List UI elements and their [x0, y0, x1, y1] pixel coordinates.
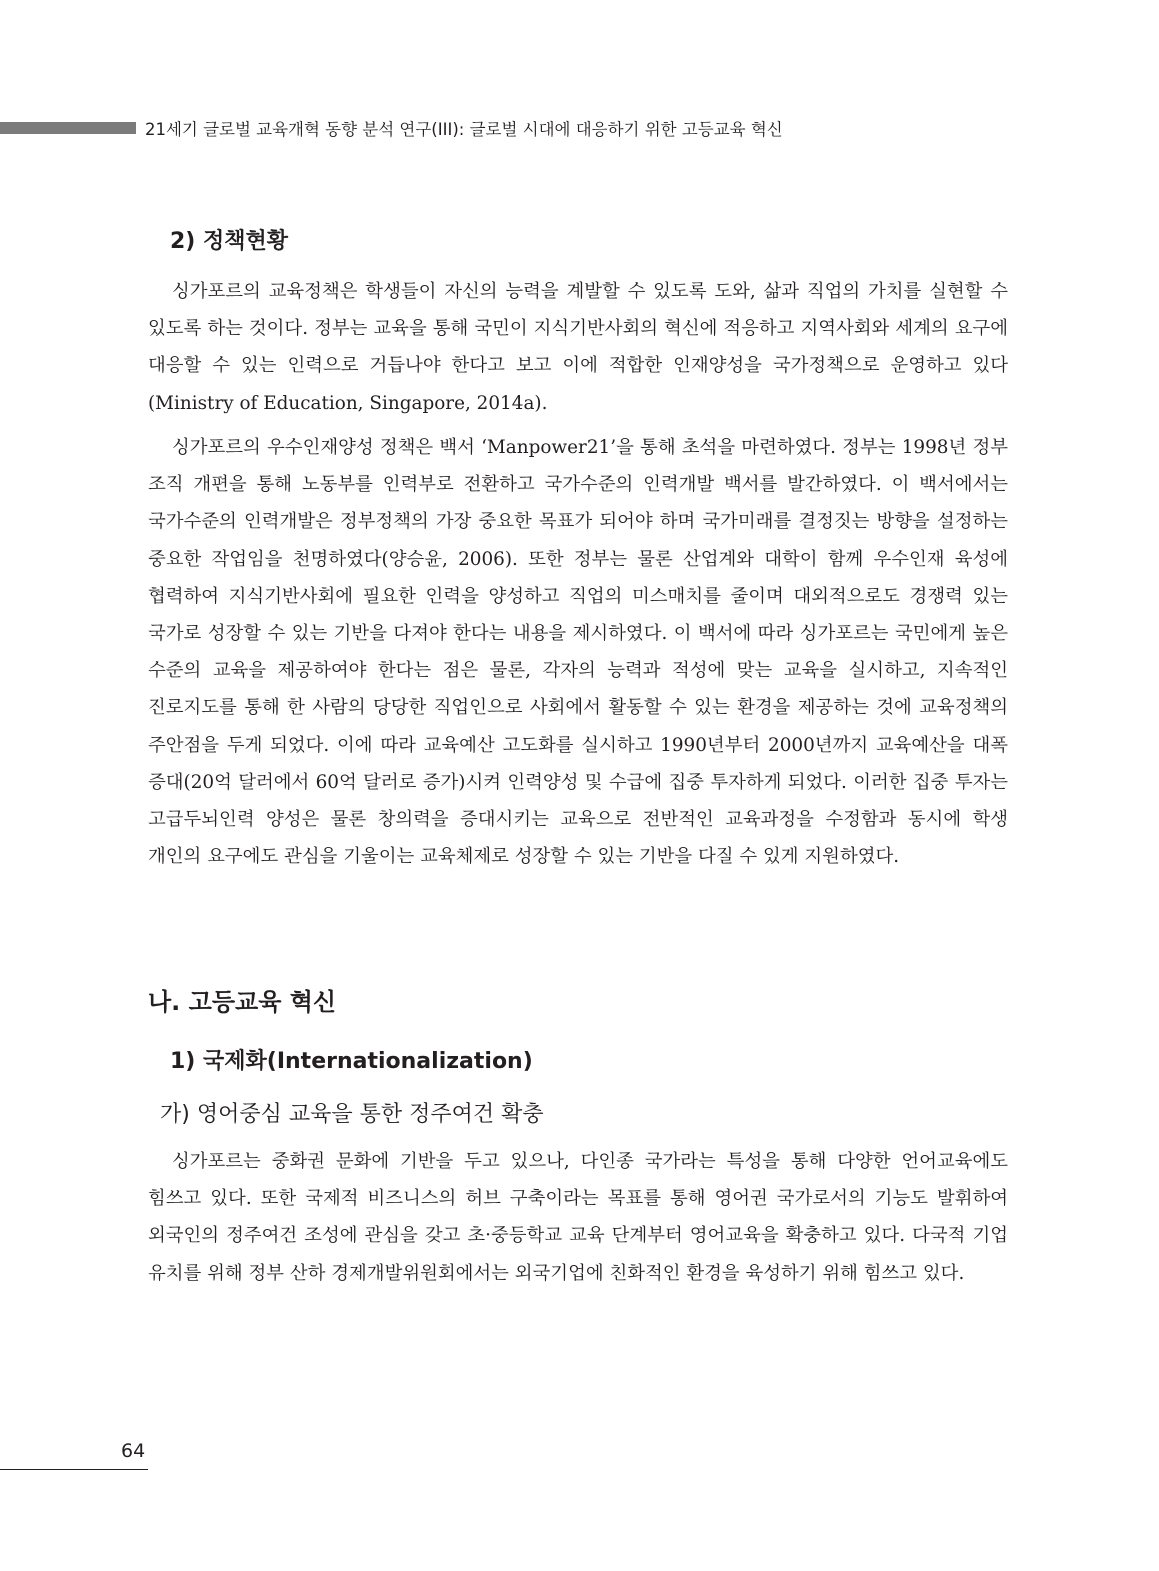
subsubsection-heading-english: 가) 영어중심 교육을 통한 정주여건 확충: [160, 1102, 544, 1127]
paragraph-internationalization: 싱가포르는 중화권 문화에 기반을 두고 있으나, 다인종 국가라는 특성을 통해 다양한 언어교육에도 힘쓰고 있다. 또한 국제적 비즈니스의 허브 구축이라는 목표를 통해 영어권 국가로서의 기능도 발휘하여 외국인의 정주여건 조성에 관심을 갖고 초·중등학교 교육 단계부터 영어교육을 확충하고 있다. 다국적 기업 유치를 위해 정부 산하 경제개발위원회에서는 외국기업에 친화적인 환경을 육성하기 위해 힘쓰고 있다.: [148, 1151, 1008, 1284]
paragraph-policy-1: 싱가포르의 교육정책은 학생들이 자신의 능력을 계발할 수 있도록 도와, 삶과 직업의 가치를 실현할 수 있도록 하는 것이다. 정부는 교육을 통해 국민이 지식기반사회의 혁신에 적응하고 지역사회와 세계의 요구에 대응할 수 있는 인력으로 거듭나야 한다고 보고 이에 적합한 인재양성을 국가정책으로 운영하고 있다(Ministry of Education, Singapore, 2014a).: [148, 281, 1008, 414]
page-number: 64: [121, 1440, 146, 1462]
paragraph-policy-2: 싱가포르의 우수인재양성 정책은 백서 ‘Manpower21’을 통해 초석을 마련하였다. 정부는 1998년 정부 조직 개편을 통해 노동부를 인력부로 전환하고 국가수준의 인력개발 백서를 발간하였다. 이 백서에서는 국가수준의 인력개발은 정부정책의 가장 중요한 목표가 되어야 하며 국가미래를 결정짓는 방향을 설정하는 중요한 작업임을 천명하였다(양승윤, 2006). 또한 정부는 물론 산업계와 대학이 함께 우수인재 육성에 협력하여 지식기반사회에 필요한 인력을 양성하고 직업의 미스매치를 줄이며 대외적으로도 경쟁력 있는 국가로 성장할 수 있는 기반을 다져야 한다는 내용을 제시하였다. 이 백서에 따라 싱가포르는 국민에게 높은 수준의 교육을 제공하여야 한다는 점은 물론, 각자의 능력과 적성에 맞는 교육을 실시하고, 지속적인 진로지도를 통해 한 사람의 당당한 직업인으로 사회에서 활동할 수 있는 환경을 제공하는 것에 교육정책의 주안점을 두게 되었다. 이에 따라 교육예산 고도화를 실시하고 1990년부터 2000년까지 교육예산을 대폭 증대(20억 달러에서 60억 달러로 증가)시켜 인력양성 및 수급에 집중 투자하게 되었다. 이러한 집중 투자는 고급두뇌인력 양성은 물론 창의력을 증대시키는 교육으로 전반적인 교육과정을 수정함과 동시에 학생 개인의 요구에도 관심을 기울이는 교육체제로 성장할 수 있는 기반을 다질 수 있게 지원하였다.: [148, 437, 1008, 868]
subsection-heading-internationalization: 1) 국제화(Internationalization): [170, 1049, 533, 1074]
section-heading-policy: 2) 정책현황: [170, 229, 289, 254]
running-header-title: 21세기 글로벌 교육개혁 동향 분석 연구(III): 글로벌 시대에 대응하기 위한 고등교육 혁신: [145, 120, 783, 139]
header-accent-bar: [0, 122, 136, 134]
footer-rule: [0, 1469, 148, 1470]
section-heading-higher-education: 나. 고등교육 혁신: [148, 988, 337, 1016]
